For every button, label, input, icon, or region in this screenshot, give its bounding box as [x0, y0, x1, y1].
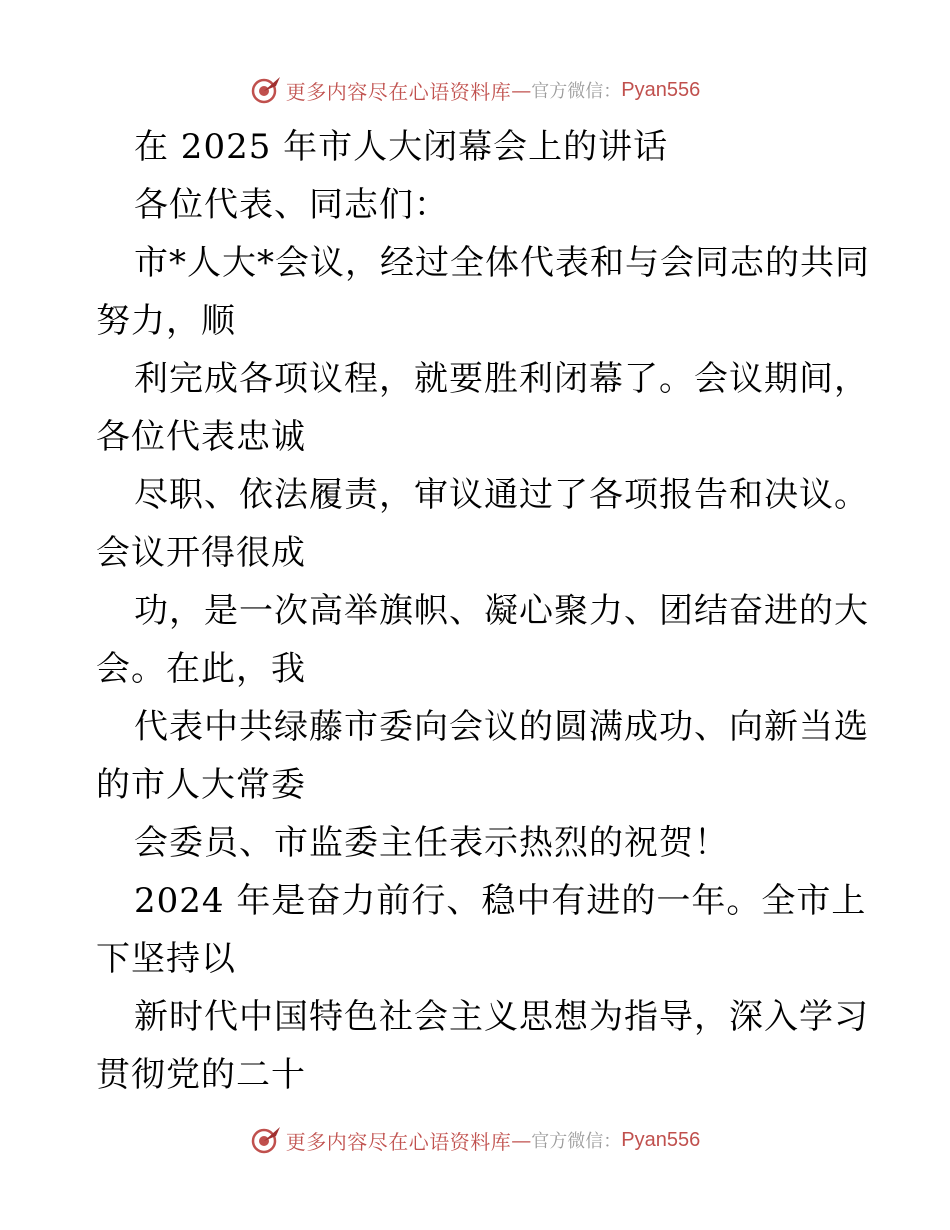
- footer-banner: [0, 1120, 950, 1160]
- banner-wechat-id: Pyan556: [621, 78, 701, 101]
- banner-text: 更多内容尽在心语资料库: [285, 79, 512, 104]
- text-line: 下坚持以: [96, 939, 236, 979]
- banner-wechat-id: Pyan556: [621, 1128, 701, 1151]
- document-body: [96, 118, 870, 1104]
- text-line: 会委员、市监委主任表示热烈的祝贺！: [134, 823, 729, 863]
- text-line: 尽职、依法履责，审议通过了各项报告和决议。: [134, 475, 869, 515]
- text-line: 的市人大常委: [96, 765, 306, 805]
- document-title: 在 2025 年市人大闭幕会上的讲话: [134, 127, 669, 167]
- text-line: 会议开得很成: [96, 533, 306, 573]
- text-line: 2024 年是奋力前行、稳中有进的一年。全市上: [134, 881, 867, 921]
- quill-logo-icon: [250, 1124, 282, 1156]
- quill-logo-icon: [250, 74, 282, 106]
- text-line: 会。在此，我: [96, 649, 306, 689]
- text-line: 功，是一次高举旗帜、凝心聚力、团结奋进的大: [134, 591, 869, 631]
- banner-text: 更多内容尽在心语资料库: [285, 1129, 512, 1154]
- text-line: 贯彻党的二十: [96, 1055, 306, 1095]
- banner-wechat-label: 官方微信：: [531, 81, 622, 102]
- text-line: 新时代中国特色社会主义思想为指导，深入学习: [134, 997, 869, 1037]
- header-banner: [0, 70, 950, 110]
- banner-wechat-label: 官方微信：: [531, 1131, 622, 1152]
- text-line: 利完成各项议程，就要胜利闭幕了。会议期间，: [134, 359, 869, 399]
- text-line: 市*人大*会议，经过全体代表和与会同志的共同: [134, 243, 870, 283]
- text-line: 各位代表忠诚: [96, 417, 306, 457]
- banner-separator: —: [511, 78, 532, 102]
- text-line: 努力，顺: [96, 301, 236, 341]
- text-line: 代表中共绿藤市委向会议的圆满成功、向新当选: [134, 707, 869, 747]
- banner-separator: —: [511, 1128, 532, 1152]
- salutation: 各位代表、同志们：: [134, 185, 449, 225]
